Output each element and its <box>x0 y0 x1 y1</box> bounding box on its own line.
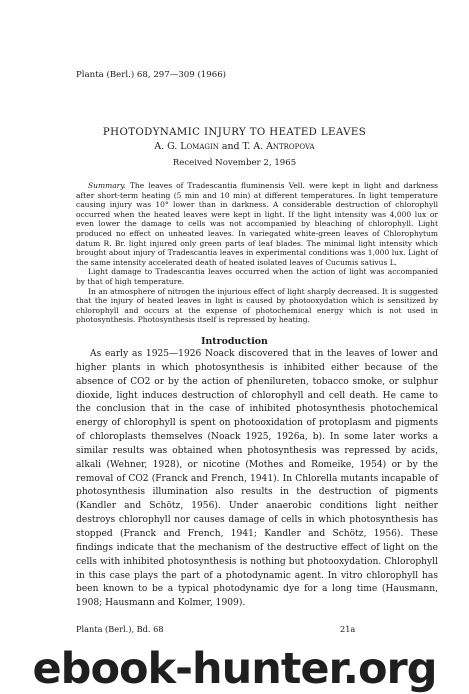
journal-reference: Planta (Berl.) 68, 297—309 (1966) <box>76 70 227 80</box>
paper-title: PHOTODYNAMIC INJURY TO HEATED LEAVES <box>102 127 367 138</box>
summary-paragraph-3: In an atmosphere of nitrogen the injurious effect of light sharply decreased. It is suggested that the injury of heated leaves in light is caused by photooxydation which is sensitized by chlorophyll and occurs at the expense of photochemical energy which is not used in photosynthesis. Photosynthesis itself is repressed by heating. <box>76 286 438 325</box>
received-date: Received November 2, 1965 <box>172 158 297 168</box>
introduction-paragraph: As early as 1925—1926 Noack discovered that in the leaves of lower and higher plants in which photosynthesis is inhibited either because of the absence of CO2 or by the action of phenilureten, tobacco smoke, or sulphur dioxide, light induces destruction of chlorophyll and cell death. He came to the conclusion that in the case of inhibited photosynthesis photochemical energy of chlorophyll is spent on photooxidation of protoplasm and pigments of chloroplasts themselves (Noack 1925, 1926a, b). In some later works a similar results was obtained when photosynthesis was repressed by acids, alkali (Wehner, 1928), or nicotine (Mothes and Romeike, 1954) or by the removal of CO2 (Franck and French, 1941). In Chlorella mutants incapable of photosynthesis illumination also results in the destruction of pigments (Kandler and Schötz, 1956). Under anaerobic conditions light neither destroys chlorophyll nor causes damage of cells in which photosynthesis has stopped (Franck and French, 1941; Kandler and Schötz, 1956). These findings indicate that the mechanism of the destructive effect of light on the cells with inhibited photosynthesis is nothing but photooxydation. Chlorophyll in this case plays the part of a photodynamic agent. In vitro chlorophyll has been known to be a typical photodynamic dye for a long time (Hausmann, 1908; Hausmann and Kolmer, 1909). <box>76 349 438 609</box>
summary-label: Summary. <box>88 181 126 190</box>
summary-text-1: The leaves of Tradescantia fluminensis Vell. were kept in light and darkness after short-term heating (5 min and 10 min) at different temperatures. In light temperature causing injury was 10° lower than in darkness. A considerable destruction of chlorophyll occurred when the heated leaves were kept in light. If the light intensity was 4,000 lux or even lower the damage to cells was not accompanied by bleaching of chlorophyll. Light produced no effect on unheated leaves. In variegated white-green leaves of Chlorophytum datum R. Br. light injured only green parts of leaf blades. The minimal light intensity which brought about injury of Tradescantia leaves in experimental conditions was 1,000 lux. Light of the same intensity accelerated death of heated isolated leaves of Cucumis sativus L. <box>76 181 438 267</box>
summary-paragraph-1 <box>76 181 438 267</box>
section-heading: Introduction <box>201 336 268 347</box>
author-1: A. G. Lomagin <box>154 141 219 152</box>
summary-paragraph-2: Light damage to Tradescantia leaves occurred when the action of light was accompanied by that of high temperature. <box>76 267 438 286</box>
author-conjunction: and <box>221 141 240 152</box>
footer-signature: 21a <box>340 624 356 634</box>
site-watermark: ebook-hunter.org <box>32 644 437 694</box>
author-line <box>0 141 469 152</box>
author-2: T. A. Antropova <box>242 141 315 152</box>
footer-journal: Planta (Berl.), Bd. 68 <box>76 624 164 634</box>
introduction-body <box>76 348 438 611</box>
summary-block <box>76 181 438 325</box>
